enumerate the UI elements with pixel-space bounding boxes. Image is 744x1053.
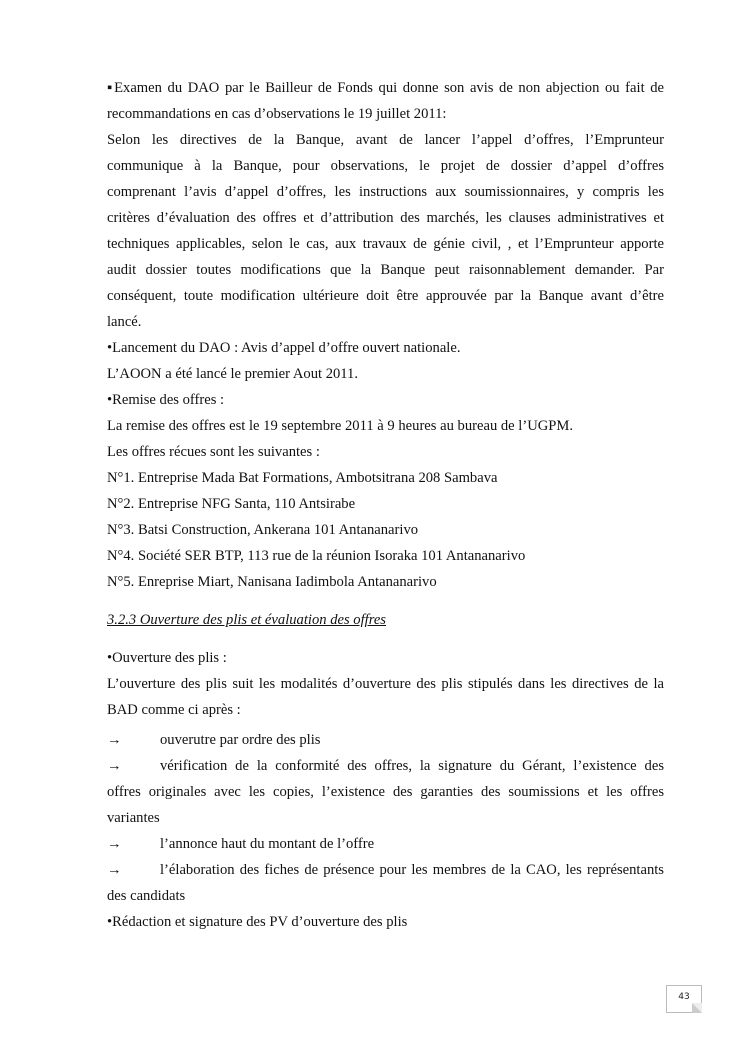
arrow-item-text: vérification de la conformité des offres, la signature du Gérant, l’existence des (160, 758, 664, 774)
section-heading: 3.2.3 Ouverture des plis et évaluation des offres (107, 612, 386, 628)
text-line: audit dossier toutes modifications que la Banque peut raisonnablement demander. Par (107, 262, 664, 278)
page-number: 43 (666, 985, 702, 1013)
text-line: Les offres récues sont les suivantes : (107, 444, 320, 460)
text-line: La remise des offres est le 19 septembre 2011 à 9 heures au bureau de l’UGPM. (107, 418, 574, 434)
list-item: N°2. Entreprise NFG Santa, 110 Antsirabe (107, 496, 356, 512)
text-line: lancé. (107, 314, 142, 330)
text-line: variantes (107, 810, 160, 826)
arrow-item-text: l’annonce haut du montant de l’offre (160, 836, 375, 852)
arrow-item-text: ouverutre par ordre des plis (160, 732, 321, 748)
text-line: communique à la Banque, pour observations, le projet de dossier d’appel d’offres (107, 158, 664, 174)
text-line: L’AOON a été lancé le premier Aout 2011. (107, 366, 358, 382)
text-line: •Rédaction et signature des PV d’ouverture des plis (107, 914, 408, 930)
text-line: •Remise des offres : (107, 392, 225, 408)
arrow-item (107, 860, 664, 880)
text-line: ▪Examen du DAO par le Bailleur de Fonds qui donne son avis de non abjection ou fait de (107, 80, 664, 96)
text-line: BAD comme ci après : (107, 702, 241, 718)
text-line: critères d’évaluation des offres et d’attribution des marchés, les clauses administratives et (107, 210, 664, 226)
arrow-item (107, 834, 664, 854)
text-line: •Ouverture des plis : (107, 650, 227, 666)
arrow-icon: → (107, 758, 122, 774)
text-line: des candidats (107, 888, 186, 904)
arrow-icon: → (107, 862, 122, 878)
list-item: N°5. Enreprise Miart, Nanisana Iadimbola Antananarivo (107, 574, 437, 590)
text-line: conséquent, toute modification ultérieure doit être approuvée par la Banque avant d’être (107, 288, 664, 304)
arrow-item-text: l’élaboration des fiches de présence pour les membres de la CAO, les représentants (160, 862, 664, 878)
text-line: •Lancement du DAO : Avis d’appel d’offre ouvert nationale. (107, 340, 461, 356)
text-line: Selon les directives de la Banque, avant de lancer l’appel d’offres, l’Emprunteur (107, 132, 664, 148)
text-line: comprenant l’avis d’appel d’offres, les instructions aux soumissionnaires, y compris les (107, 184, 664, 200)
text-line: techniques applicables, selon le cas, aux travaux de génie civil, , et l’Emprunteur apporte (107, 236, 664, 252)
text-line: recommandations en cas d’observations le 19 juillet 2011: (107, 106, 447, 122)
text-line: L’ouverture des plis suit les modalités d’ouverture des plis stipulés dans les directives de la (107, 676, 664, 692)
text-line: offres originales avec les copies, l’existence des garanties des soumissions et les offres (107, 784, 664, 800)
list-item: N°4. Société SER BTP, 113 rue de la réunion Isoraka 101 Antananarivo (107, 548, 526, 564)
arrow-icon: → (107, 732, 122, 748)
arrow-icon: → (107, 836, 122, 852)
arrow-item (107, 756, 664, 776)
list-item: N°1. Entreprise Mada Bat Formations, Ambotsitrana 208 Sambava (107, 470, 498, 486)
arrow-item (107, 730, 664, 750)
list-item: N°3. Batsi Construction, Ankerana 101 Antananarivo (107, 522, 419, 538)
